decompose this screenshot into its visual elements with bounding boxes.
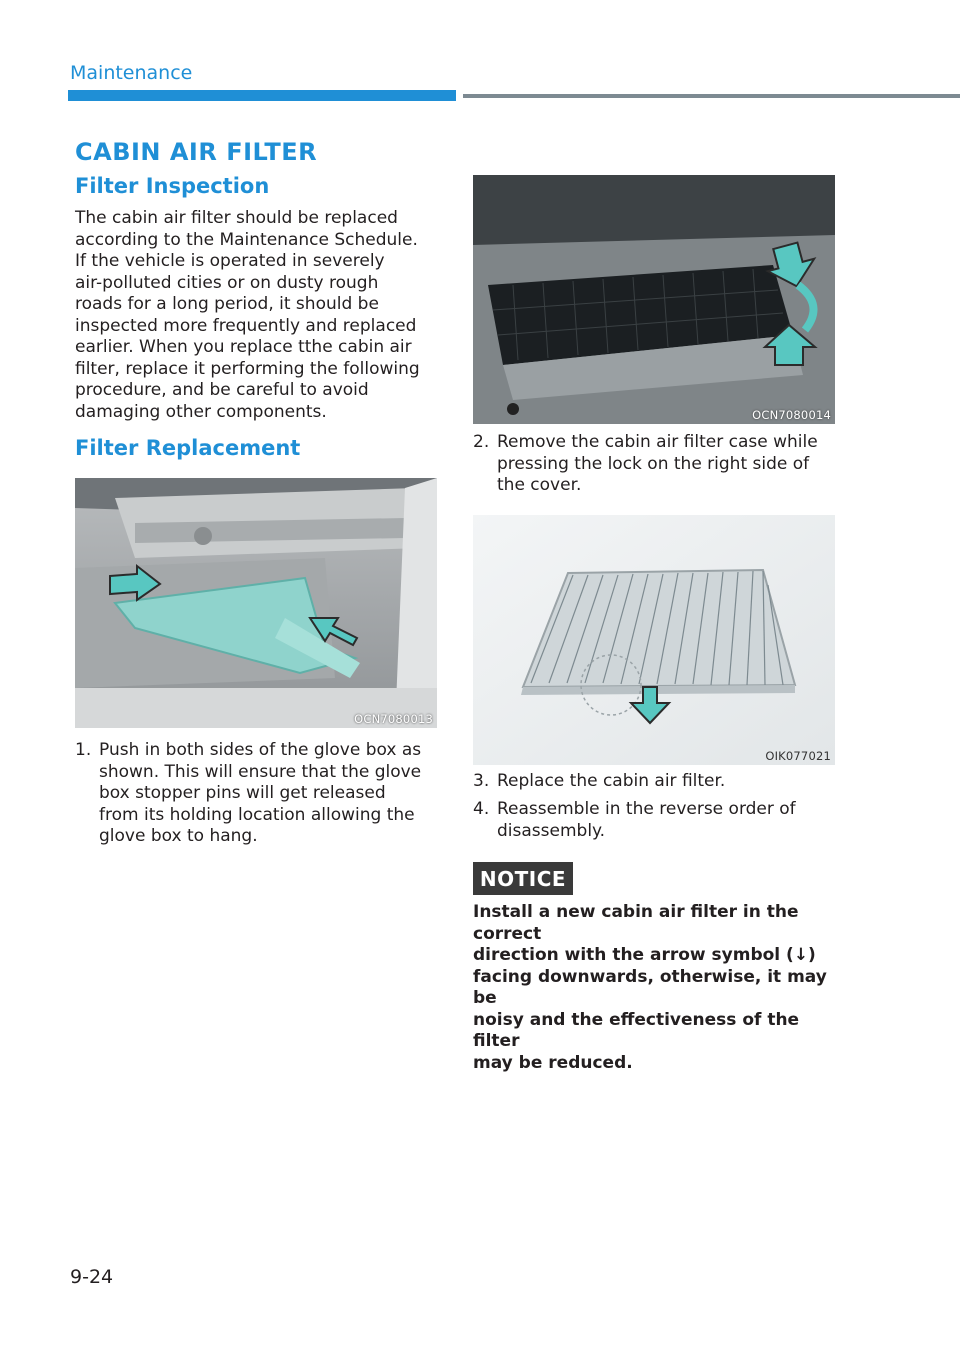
step-1 <box>75 740 445 848</box>
step-line: disassembly. <box>497 820 606 841</box>
inspection-line: The cabin air filter should be replaced <box>75 208 398 228</box>
inspection-line: according to the Maintenance Schedule. <box>75 229 418 250</box>
step-line: pressing the lock on the right side of <box>497 453 810 474</box>
inspection-line: damaging other components. <box>75 401 327 422</box>
glove-box-figure <box>75 478 437 728</box>
page-number: 9-24 <box>70 1266 114 1288</box>
notice-line: Install a new cabin air filter in the correct <box>473 902 799 944</box>
step-line: glove box to hang. <box>99 826 258 846</box>
step-number: 2. <box>473 432 490 452</box>
inspection-line: If the vehicle is operated in severely <box>75 251 385 271</box>
notice-text <box>473 902 838 1074</box>
notice-label: NOTICE <box>473 862 573 895</box>
figure-code: OIK077021 <box>765 749 831 763</box>
filter-figure <box>473 515 835 765</box>
header-accent-bar <box>68 90 456 101</box>
step-3 <box>473 771 843 793</box>
step-number: 1. <box>75 740 92 760</box>
replacement-heading: Filter Replacement <box>75 436 301 460</box>
inspection-line: roads for a long period, it should be <box>75 294 379 314</box>
step-line: Remove the cabin air filter case while <box>497 432 818 452</box>
figure-code: OCN7080013 <box>354 712 433 726</box>
header-rule <box>463 94 960 98</box>
page-title: CABIN AIR FILTER <box>75 138 318 166</box>
step-line: box stopper pins will get released <box>99 783 386 803</box>
inspection-line: inspected more frequently and replaced <box>75 315 417 336</box>
inspection-line: earlier. When you replace tthe cabin air <box>75 337 412 357</box>
inspection-line: filter, replace it performing the following <box>75 358 420 379</box>
notice-line: facing downwards, otherwise, it may be <box>473 966 827 1008</box>
step-4 <box>473 799 843 842</box>
step-2 <box>473 432 843 497</box>
inspection-heading: Filter Inspection <box>75 174 270 198</box>
step-number: 4. <box>473 799 490 819</box>
step-line: shown. This will ensure that the glove <box>99 761 422 782</box>
inspection-line: procedure, and be careful to avoid <box>75 380 369 400</box>
filter-case-figure <box>473 175 835 424</box>
step-line: Replace the cabin air filter. <box>497 771 726 791</box>
notice-line: noisy and the effectiveness of the filter <box>473 1009 800 1051</box>
step-line: the cover. <box>497 475 582 495</box>
notice-line: direction with the arrow symbol (↓) <box>473 945 816 965</box>
step-line: Push in both sides of the glove box as <box>99 740 422 760</box>
step-line: from its holding location allowing the <box>99 804 415 825</box>
step-number: 3. <box>473 771 490 791</box>
inspection-line: air-polluted cities or on dusty rough <box>75 272 379 293</box>
step-line: Reassemble in the reverse order of <box>497 799 796 819</box>
figure-code: OCN7080014 <box>752 408 831 422</box>
inspection-paragraph <box>75 208 445 423</box>
section-header: Maintenance <box>70 62 193 84</box>
notice-line: may be reduced. <box>473 1052 633 1073</box>
